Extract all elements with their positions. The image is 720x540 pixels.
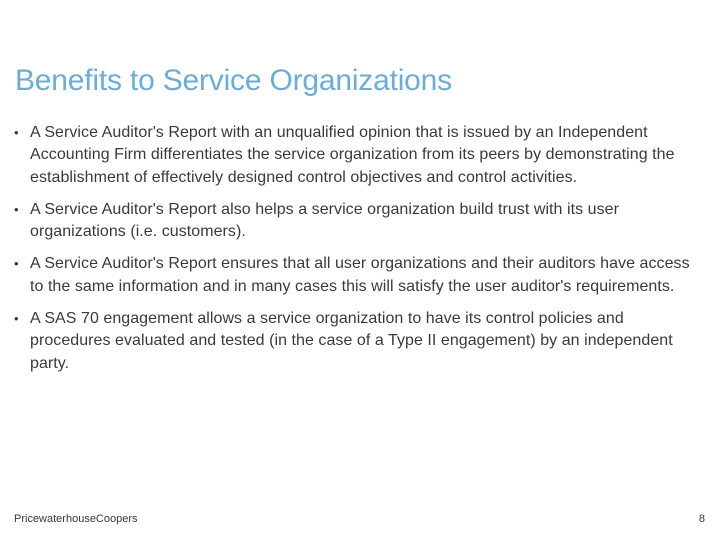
bullet-icon: • xyxy=(14,256,19,272)
bullet-item xyxy=(14,122,700,189)
bullet-list xyxy=(14,122,700,385)
bullet-item xyxy=(14,199,700,244)
bullet-text: A Service Auditor's Report also helps a service organization build trust with its user organizations (i.e. customers). xyxy=(30,200,619,241)
bullet-item xyxy=(14,253,700,298)
footer-company: PricewaterhouseCoopers xyxy=(14,513,138,525)
page-number: 8 xyxy=(698,513,705,525)
bullet-text: A Service Auditor's Report with an unqualified opinion that is issued by an Independent Accounting Firm differentiates the service organization from its peers by demonstrating the establishment of effectively designed control objectives and control activities. xyxy=(30,124,675,186)
slide-title: Benefits to Service Organizations xyxy=(15,64,452,97)
bullet-icon: • xyxy=(14,311,19,327)
bullet-item xyxy=(14,308,700,375)
bullet-text: A Service Auditor's Report ensures that all user organizations and their auditors have access to the same information and in many cases this will satisfy the user auditor's requirements. xyxy=(30,255,690,295)
bullet-icon: • xyxy=(14,201,19,217)
bullet-text: A SAS 70 engagement allows a service organization to have its control policies and procedures evaluated and tested (in the case of a Type II engagement) by an independent party. xyxy=(30,310,673,372)
bullet-icon: • xyxy=(14,125,19,140)
